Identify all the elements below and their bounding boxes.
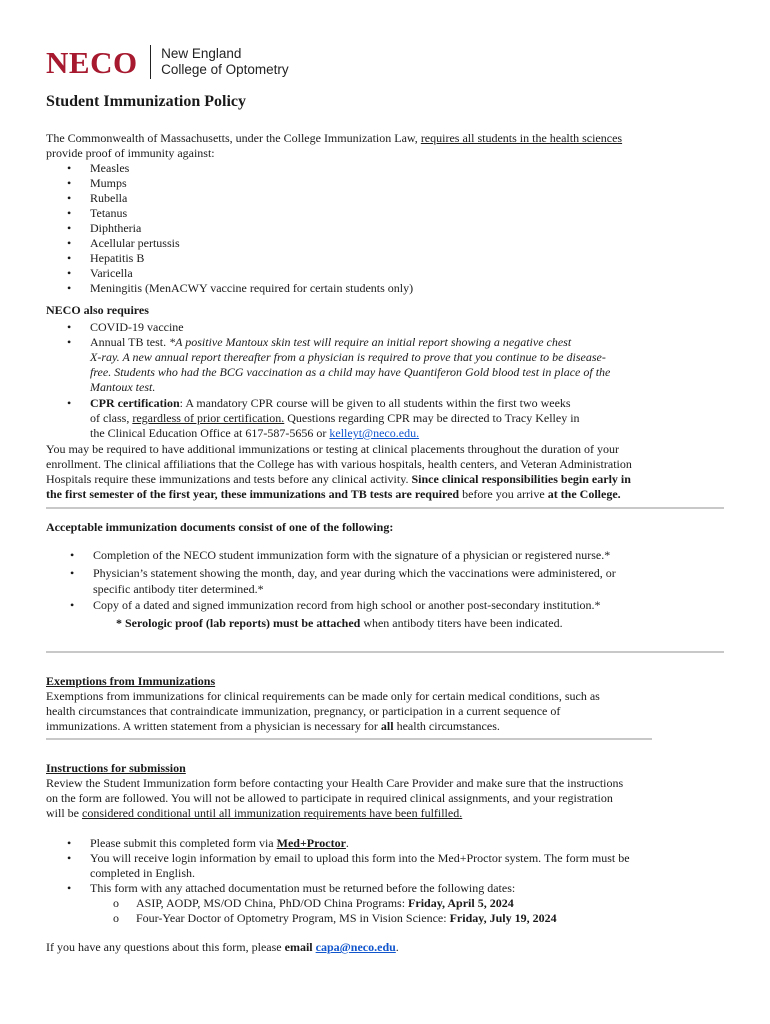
instructions-line1: Review the Student Immunization form before contacting your Health Care Provider and make sure that the instructions — [46, 776, 624, 790]
logo-line1: New England — [161, 46, 242, 61]
exemptions-line2: health circumstances that contraindicate immunization, pregnancy, or participation in a current sequence of — [46, 704, 561, 718]
immunity-item: • Rubella — [90, 191, 127, 206]
deadline-program: ASIP, AODP, MS/OD China, PhD/OD China Programs: — [136, 896, 409, 910]
cpr-label: CPR certification — [90, 396, 180, 410]
cpr-email-link[interactable]: kelleyt@neco.edu. — [329, 426, 420, 440]
footer-email-link[interactable]: capa@neco.edu — [315, 940, 396, 954]
submission-item: • This form with any attached documentation must be returned before the following dates: — [90, 881, 515, 896]
logo-line2: College of Optometry — [161, 62, 289, 77]
deadline-item — [136, 896, 514, 911]
tb-label: Annual TB test. — [90, 335, 170, 349]
clinical-line3 — [46, 472, 631, 487]
cpr-text: : A mandatory CPR course will be given to all students within the first two weeks — [179, 396, 571, 410]
serologic-note — [116, 616, 563, 631]
cpr-line2 — [90, 411, 580, 426]
tb-note-line: X-ray. A new annual report thereafter from a physician is required to prove that you continue to be disease- — [90, 350, 606, 364]
clinical-line1: You may be required to have additional immunizations or testing at clinical placements throughout the duration of your — [46, 442, 619, 456]
acceptable-heading: Acceptable immunization documents consist of one of the following: — [46, 520, 394, 534]
clinical-line3-a: Hospitals require these immunizations and tests before any clinical activity. — [46, 472, 412, 486]
cpr-line3-text: the Clinical Education Office at 617-587-5656 or — [90, 426, 330, 440]
intro-text: The Commonwealth of Massachusetts, under the College Immunization Law, — [46, 131, 421, 145]
exemptions-line3 — [46, 719, 500, 734]
exemptions-line3-bold: all — [380, 719, 394, 733]
cpr-item — [90, 396, 571, 411]
footer-contact — [46, 940, 399, 955]
serologic-note-bold: * Serologic proof (lab reports) must be attached — [116, 616, 361, 630]
instructions-line3-a: will be — [46, 806, 82, 820]
serologic-note-rest: when antibody titers have been indicated. — [360, 616, 563, 630]
neco-requires-heading: NECO also requires — [46, 303, 149, 317]
cpr-line3 — [90, 426, 419, 441]
acceptable-item: • Completion of the NECO student immunization form with the signature of a physician or registered nurse.* — [93, 548, 610, 563]
clinical-line4-c: at the College. — [547, 487, 621, 501]
submission-item1-c: . — [345, 836, 349, 850]
logo-divider — [150, 45, 152, 79]
tb-item — [90, 335, 571, 350]
clinical-line4 — [46, 487, 621, 502]
tb-note: *A positive Mantoux skin test will require an initial report showing a negative chest — [169, 335, 572, 349]
clinical-line4-b: before you arrive — [459, 487, 548, 501]
neco-logo — [46, 44, 289, 80]
section-divider — [46, 651, 724, 653]
immunity-item: • Hepatitis B — [90, 251, 144, 266]
clinical-line4-bold: the first semester of the first year, these immunizations and TB tests are required — [46, 487, 460, 501]
immunity-item: • Diphtheria — [90, 221, 141, 236]
clinical-line3-bold: Since clinical responsibilities begin early in — [411, 472, 631, 486]
exemptions-line3-c: health circumstances. — [393, 719, 500, 733]
submission-item-cont: completed in English. — [90, 866, 195, 880]
cpr-line2-underlined: regardless of prior certification. — [132, 411, 285, 425]
page-title: Student Immunization Policy — [46, 93, 247, 110]
instructions-line3-underlined: considered conditional until all immunization requirements have been fulfilled. — [82, 806, 463, 820]
instructions-heading: Instructions for submission — [46, 761, 186, 775]
intro-underlined: requires all students in the health sciences — [420, 131, 623, 145]
acceptable-item-cont: specific antibody titer determined.* — [93, 582, 264, 596]
cpr-line2-a: of class, — [90, 411, 133, 425]
footer-end: . — [395, 940, 399, 954]
exemptions-line3-a: immunizations. A written statement from a physician is necessary for — [46, 719, 381, 733]
submission-item1-a: Please submit this completed form via — [90, 836, 277, 850]
footer-email-word: email — [284, 940, 316, 954]
section-divider — [46, 507, 724, 509]
exemptions-heading: Exemptions from Immunizations — [46, 674, 216, 688]
logo-abbr: NECO — [46, 44, 138, 80]
logo-name — [161, 46, 289, 78]
immunity-item: • Acellular pertussis — [90, 236, 180, 251]
instructions-line2: on the form are followed. You will not be allowed to participate in required clinical assignments, and your registration — [46, 791, 613, 805]
submission-item: • You will receive login information by email to upload this form into the Med+Proctor system. The form must be — [90, 851, 630, 866]
exemptions-line1: Exemptions from immunizations for clinical requirements can be made only for certain medical conditions, such as — [46, 689, 600, 703]
submission-item — [90, 836, 349, 851]
immunity-item: • Varicella — [90, 266, 133, 281]
immunity-item: • Meningitis (MenACWY vaccine required for certain students only) — [90, 281, 413, 296]
immunity-item: • Mumps — [90, 176, 127, 191]
intro-line1 — [46, 131, 622, 146]
cpr-line2-b: Questions regarding CPR may be directed to Tracy Kelley in — [284, 411, 580, 425]
acceptable-item: • Physician’s statement showing the month, day, and year during which the vaccinations were administered, or — [93, 566, 616, 581]
immunity-item: • Tetanus — [90, 206, 127, 221]
tb-note-line: Mantoux test. — [90, 380, 156, 394]
deadline-date: Friday, April 5, 2024 — [408, 896, 514, 910]
deadline-item — [136, 911, 557, 926]
intro-line2: provide proof of immunity against: — [46, 146, 215, 160]
clinical-line2: enrollment. The clinical affiliations that the College has with various hospitals, health centers, and Veteran Administration — [46, 457, 632, 471]
footer-text: If you have any questions about this form, please — [46, 940, 285, 954]
instructions-line3 — [46, 806, 462, 821]
deadline-date: Friday, July 19, 2024 — [449, 911, 557, 925]
deadline-program: Four-Year Doctor of Optometry Program, MS in Vision Science: — [136, 911, 450, 925]
med-proctor-link[interactable]: Med+Proctor — [276, 836, 346, 850]
tb-note-line: free. Students who had the BCG vaccination as a child may have Quantiferon Gold blood test in place of the — [90, 365, 611, 379]
section-divider — [46, 738, 652, 740]
covid-item: • COVID-19 vaccine — [90, 320, 184, 335]
acceptable-item: • Copy of a dated and signed immunization record from high school or another post-secondary institution.* — [93, 598, 601, 613]
immunity-item: • Measles — [90, 161, 129, 176]
